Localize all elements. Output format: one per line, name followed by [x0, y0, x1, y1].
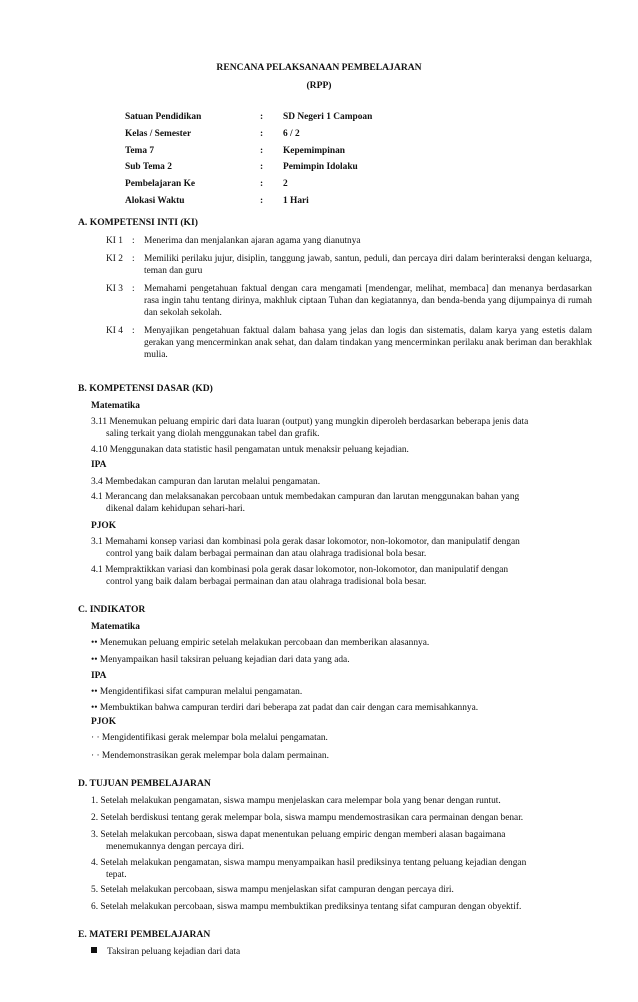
identity-colon: : [260, 128, 264, 139]
ki-text: Menyajikan pengetahuan faktual dalam bahasa yang jelas dan logis dan sistematis, dalam karya yang estetis dalam gerakan yang mencerminkan anak sehat, dan dalam tindakan yang mencerminkan perilaku anak beriman dan berakhlak mulia. [144, 326, 592, 361]
identity-label: Kelas / Semester [125, 128, 192, 139]
ki-colon: : [132, 236, 135, 246]
subject-pjok: PJOK [91, 717, 116, 727]
identity-row [125, 111, 372, 128]
ki-colon: : [132, 284, 135, 294]
subject-ipa: IPA [91, 460, 107, 470]
objective-item-continuation: menemukannya dengan percaya diri. [106, 842, 244, 853]
document-subtitle: (RPP) [306, 80, 332, 91]
objective-item [91, 857, 593, 881]
identity-colon: : [260, 162, 264, 173]
kd-item-continuation: saling terkait yang diolah menggunakan tabel dan grafik. [106, 429, 320, 440]
objective-item-continuation: tepat. [106, 870, 127, 881]
objective-item [91, 829, 593, 853]
kd-item-text: 3.11 Menemukan peluang empiric dari data luaran (output) yang mungkin diperoleh berdasarkan beberapa jenis data [91, 417, 529, 427]
identity-label: Sub Tema 2 [125, 162, 172, 173]
kd-item [91, 416, 593, 440]
section-b-heading: B. KOMPETENSI DASAR (KD) [78, 383, 213, 394]
ki-colon: : [132, 326, 135, 336]
ki-text: Memiliki perilaku jujur, disiplin, tanggung jawab, santun, peduli, dan percaya diri dalam berinteraksi dengan keluarga, teman dan guru [144, 254, 592, 277]
ki-code: KI 3 [106, 284, 123, 294]
material-item-text: Taksiran peluang kejadian dari data [107, 947, 241, 957]
ki-code: KI 4 [106, 326, 123, 336]
indicator-item: •• Menyampaikan hasil taksiran peluang kejadian dari data yang ada. [91, 655, 350, 665]
square-bullet-icon [91, 947, 97, 953]
identity-colon: : [260, 195, 264, 206]
ki-row [106, 235, 592, 247]
identity-colon: : [260, 145, 264, 156]
subject-pjok: PJOK [91, 521, 116, 531]
identity-value: 6 / 2 [283, 128, 300, 139]
objective-item: 2. Setelah berdiskusi tentang gerak melempar bola, siswa mampu mendemostrasikan cara permainan dengan benar. [91, 813, 524, 823]
identity-row [125, 128, 372, 145]
identity-row [125, 178, 372, 195]
kd-item-continuation: control yang baik dalam berbagai permainan dan atau olahraga tradisional bola besar. [106, 549, 427, 560]
subject-ipa: IPA [91, 671, 107, 681]
identity-value: Pemimpin Idolaku [283, 162, 358, 173]
objective-item-text: 3. Setelah melakukan percobaan, siswa dapat menentukan peluang empiric dengan memberi alasan bagaimana [91, 830, 506, 840]
subject-matematika: Matematika [91, 622, 140, 632]
ki-row [106, 325, 592, 362]
indicator-item: •• Menemukan peluang empiric setelah melakukan percobaan dan memberikan alasannya. [91, 638, 430, 648]
identity-label: Alokasi Waktu [125, 195, 185, 206]
objective-item: 5. Setelah melakukan percobaan, siswa mampu menjelaskan sifat campuran dengan percaya diri. [91, 885, 454, 895]
kd-item-text: 4.1 Merancang dan melaksanakan percobaan untuk membedakan campuran dan larutan menggunakan bahan yang [91, 492, 520, 502]
identity-table [125, 111, 372, 212]
identity-row [125, 161, 372, 178]
identity-value: 1 Hari [283, 195, 309, 206]
identity-value: Kepemimpinan [283, 145, 345, 156]
identity-label: Tema 7 [125, 145, 155, 156]
ki-code: KI 1 [106, 236, 123, 246]
ki-colon: : [132, 254, 135, 264]
objective-item: 6. Setelah melakukan percobaan, siswa mampu membuktikan prediksinya tentang sifat campuran dengan obyektif. [91, 902, 522, 912]
document-title: RENCANA PELAKSANAAN PEMBELAJARAN [216, 62, 422, 73]
kd-item: 4.10 Menggunakan data statistic hasil pengamatan untuk menaksir peluang kejadian. [91, 445, 409, 455]
kd-item-text: 4.1 Mempraktikkan variasi dan kombinasi pola gerak dasar lokomotor, non-lokomotor, dan manipulatif dengan [91, 565, 509, 575]
ki-text: Memahami pengetahuan faktual dengan cara mengamati [mendengar, melihat, membaca] dan menanya berdasarkan rasa ingin tahu tentang dirinya, makhluk ciptaan Tuhan dan kegiatannya, dan benda-benda yang dijumpainya di rumah dan sekolah sekolah. [144, 284, 592, 319]
identity-value: 2 [283, 179, 288, 190]
kd-item-continuation: control yang baik dalam berbagai permainan dan atau olahraga tradisional bola besar. [106, 577, 427, 588]
objective-item-text: 4. Setelah melakukan pengamatan, siswa mampu menyampaikan hasil prediksinya tentang peluang kejadian dengan [91, 858, 527, 868]
identity-label: Satuan Pendidikan [125, 112, 202, 122]
section-a-heading: A. KOMPETENSI INTI (KI) [78, 217, 198, 228]
identity-colon: : [260, 112, 264, 122]
kd-item-continuation: dikenal dalam kehidupan sehari-hari. [106, 504, 246, 515]
indicator-item: · · Mendemonstrasikan gerak melempar bola dalam permainan. [91, 751, 329, 761]
kd-item-text: 3.1 Memahami konsep variasi dan kombinasi pola gerak dasar lokomotor, non-lokomotor, dan manipulatif dengan [91, 537, 520, 547]
objective-item: 1. Setelah melakukan pengamatan, siswa mampu menjelaskan cara melempar bola yang benar dengan runtut. [91, 796, 501, 806]
subject-matematika: Matematika [91, 401, 140, 411]
ki-text: Menerima dan menjalankan ajaran agama yang dianutnya [144, 236, 361, 246]
kd-item [91, 491, 593, 515]
identity-value: SD Negeri 1 Campoan [283, 112, 373, 122]
identity-colon: : [260, 179, 264, 190]
indicator-item: · · Mengidentifikasi gerak melempar bola melalui pengamatan. [91, 733, 328, 743]
ki-code: KI 2 [106, 254, 123, 264]
ki-row [106, 253, 592, 277]
identity-row [125, 145, 372, 162]
indicator-item: •• Membuktikan bahwa campuran terdiri dari beberapa zat padat dan cair dengan cara memisahkannya. [91, 703, 479, 713]
indicator-item: •• Mengidentifikasi sifat campuran melalui pengamatan. [91, 687, 303, 697]
identity-row [125, 195, 372, 212]
kd-item [91, 536, 593, 560]
section-e-heading: E. MATERI PEMBELAJARAN [78, 929, 211, 940]
kd-item [91, 564, 593, 588]
section-c-heading: C. INDIKATOR [78, 604, 146, 615]
identity-label: Pembelajaran Ke [125, 179, 196, 190]
material-item [91, 946, 593, 958]
ki-row [106, 283, 592, 320]
section-d-heading: D. TUJUAN PEMBELAJARAN [78, 778, 211, 789]
kd-item: 3.4 Membedakan campuran dan larutan melalui pengamatan. [91, 477, 321, 487]
